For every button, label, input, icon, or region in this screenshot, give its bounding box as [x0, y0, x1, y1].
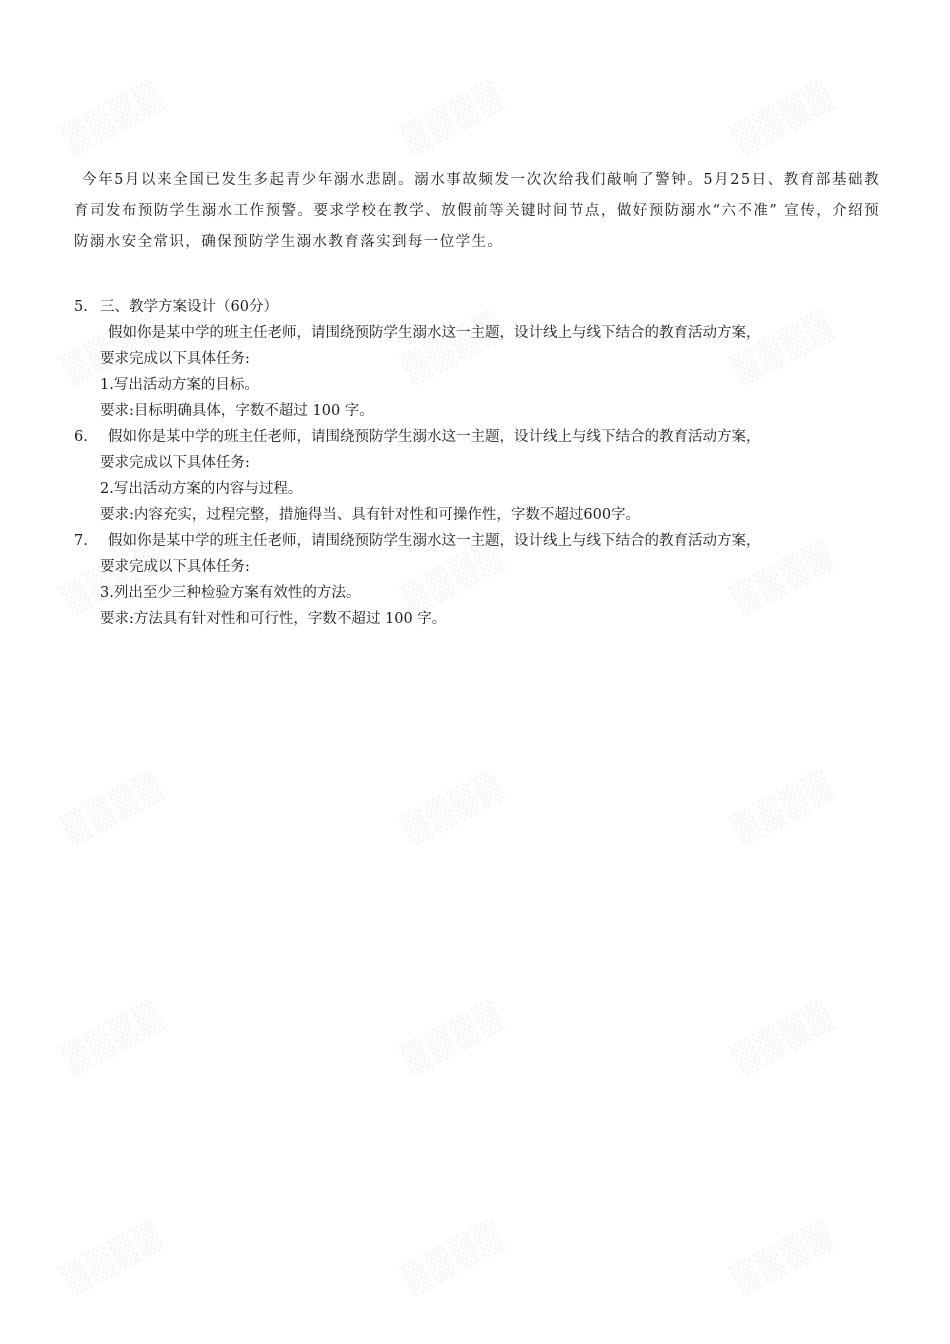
watermark-mark — [728, 767, 840, 849]
watermark-mark — [58, 77, 170, 159]
watermark-mark — [398, 77, 510, 159]
question-number: 6. — [74, 429, 88, 445]
question-5 — [74, 294, 880, 424]
question-line: 假如你是某中学的班主任老师，请围绕预防学生溺水这一主题，设计线上与线下结合的教育活动方案， — [108, 429, 761, 445]
question-line: 2.写出活动方案的内容与过程。 — [100, 481, 303, 497]
watermark-mark — [728, 77, 840, 159]
question-line: 要求:目标明确具体，字数不超过 100 字。 — [100, 403, 374, 419]
question-line: 三、教学方案设计（60分） — [100, 299, 278, 315]
question-line: 要求完成以下具体任务: — [100, 351, 250, 367]
watermark-mark — [58, 767, 170, 849]
question-line: 3.列出至少三种检验方案有效性的方法。 — [100, 585, 361, 601]
question-number: 7. — [74, 533, 88, 549]
question-line: 1.写出活动方案的目标。 — [100, 377, 259, 393]
watermark-mark — [58, 997, 170, 1079]
intro-paragraph: 今年5月以来全国已发生多起青少年溺水悲剧。溺水事故频发一次次给我们敲响了警钟。5月25日、教育部基础教育司发布预防学生溺水工作预警。要求学校在教学、放假前等关键时间节点，做好预防溺水“六不准” 宣传，介绍预防溺水安全常识，确保预防学生溺水教育落实到每一位学生。 — [74, 171, 880, 250]
question-line: 假如你是某中学的班主任老师，请围绕预防学生溺水这一主题，设计线上与线下结合的教育活动方案， — [108, 533, 761, 549]
question-7 — [74, 528, 880, 632]
question-line: 要求:方法具有针对性和可行性，字数不超过 100 字。 — [100, 611, 447, 627]
question-line: 要求完成以下具体任务: — [100, 559, 250, 575]
question-number: 5. — [74, 299, 88, 315]
question-list — [74, 294, 880, 632]
question-6 — [74, 424, 880, 528]
question-line: 要求完成以下具体任务: — [100, 455, 250, 471]
question-line: 要求:内容充实，过程完整，措施得当、具有针对性和可操作性，字数不超过600字。 — [100, 507, 641, 523]
watermark-mark — [728, 1217, 840, 1299]
watermark-mark — [58, 1217, 170, 1299]
watermark-mark — [398, 997, 510, 1079]
watermark-mark — [398, 1217, 510, 1299]
question-line: 假如你是某中学的班主任老师，请围绕预防学生溺水这一主题，设计线上与线下结合的教育活动方案， — [108, 325, 761, 341]
watermark-mark — [398, 767, 510, 849]
watermark-mark — [728, 997, 840, 1079]
